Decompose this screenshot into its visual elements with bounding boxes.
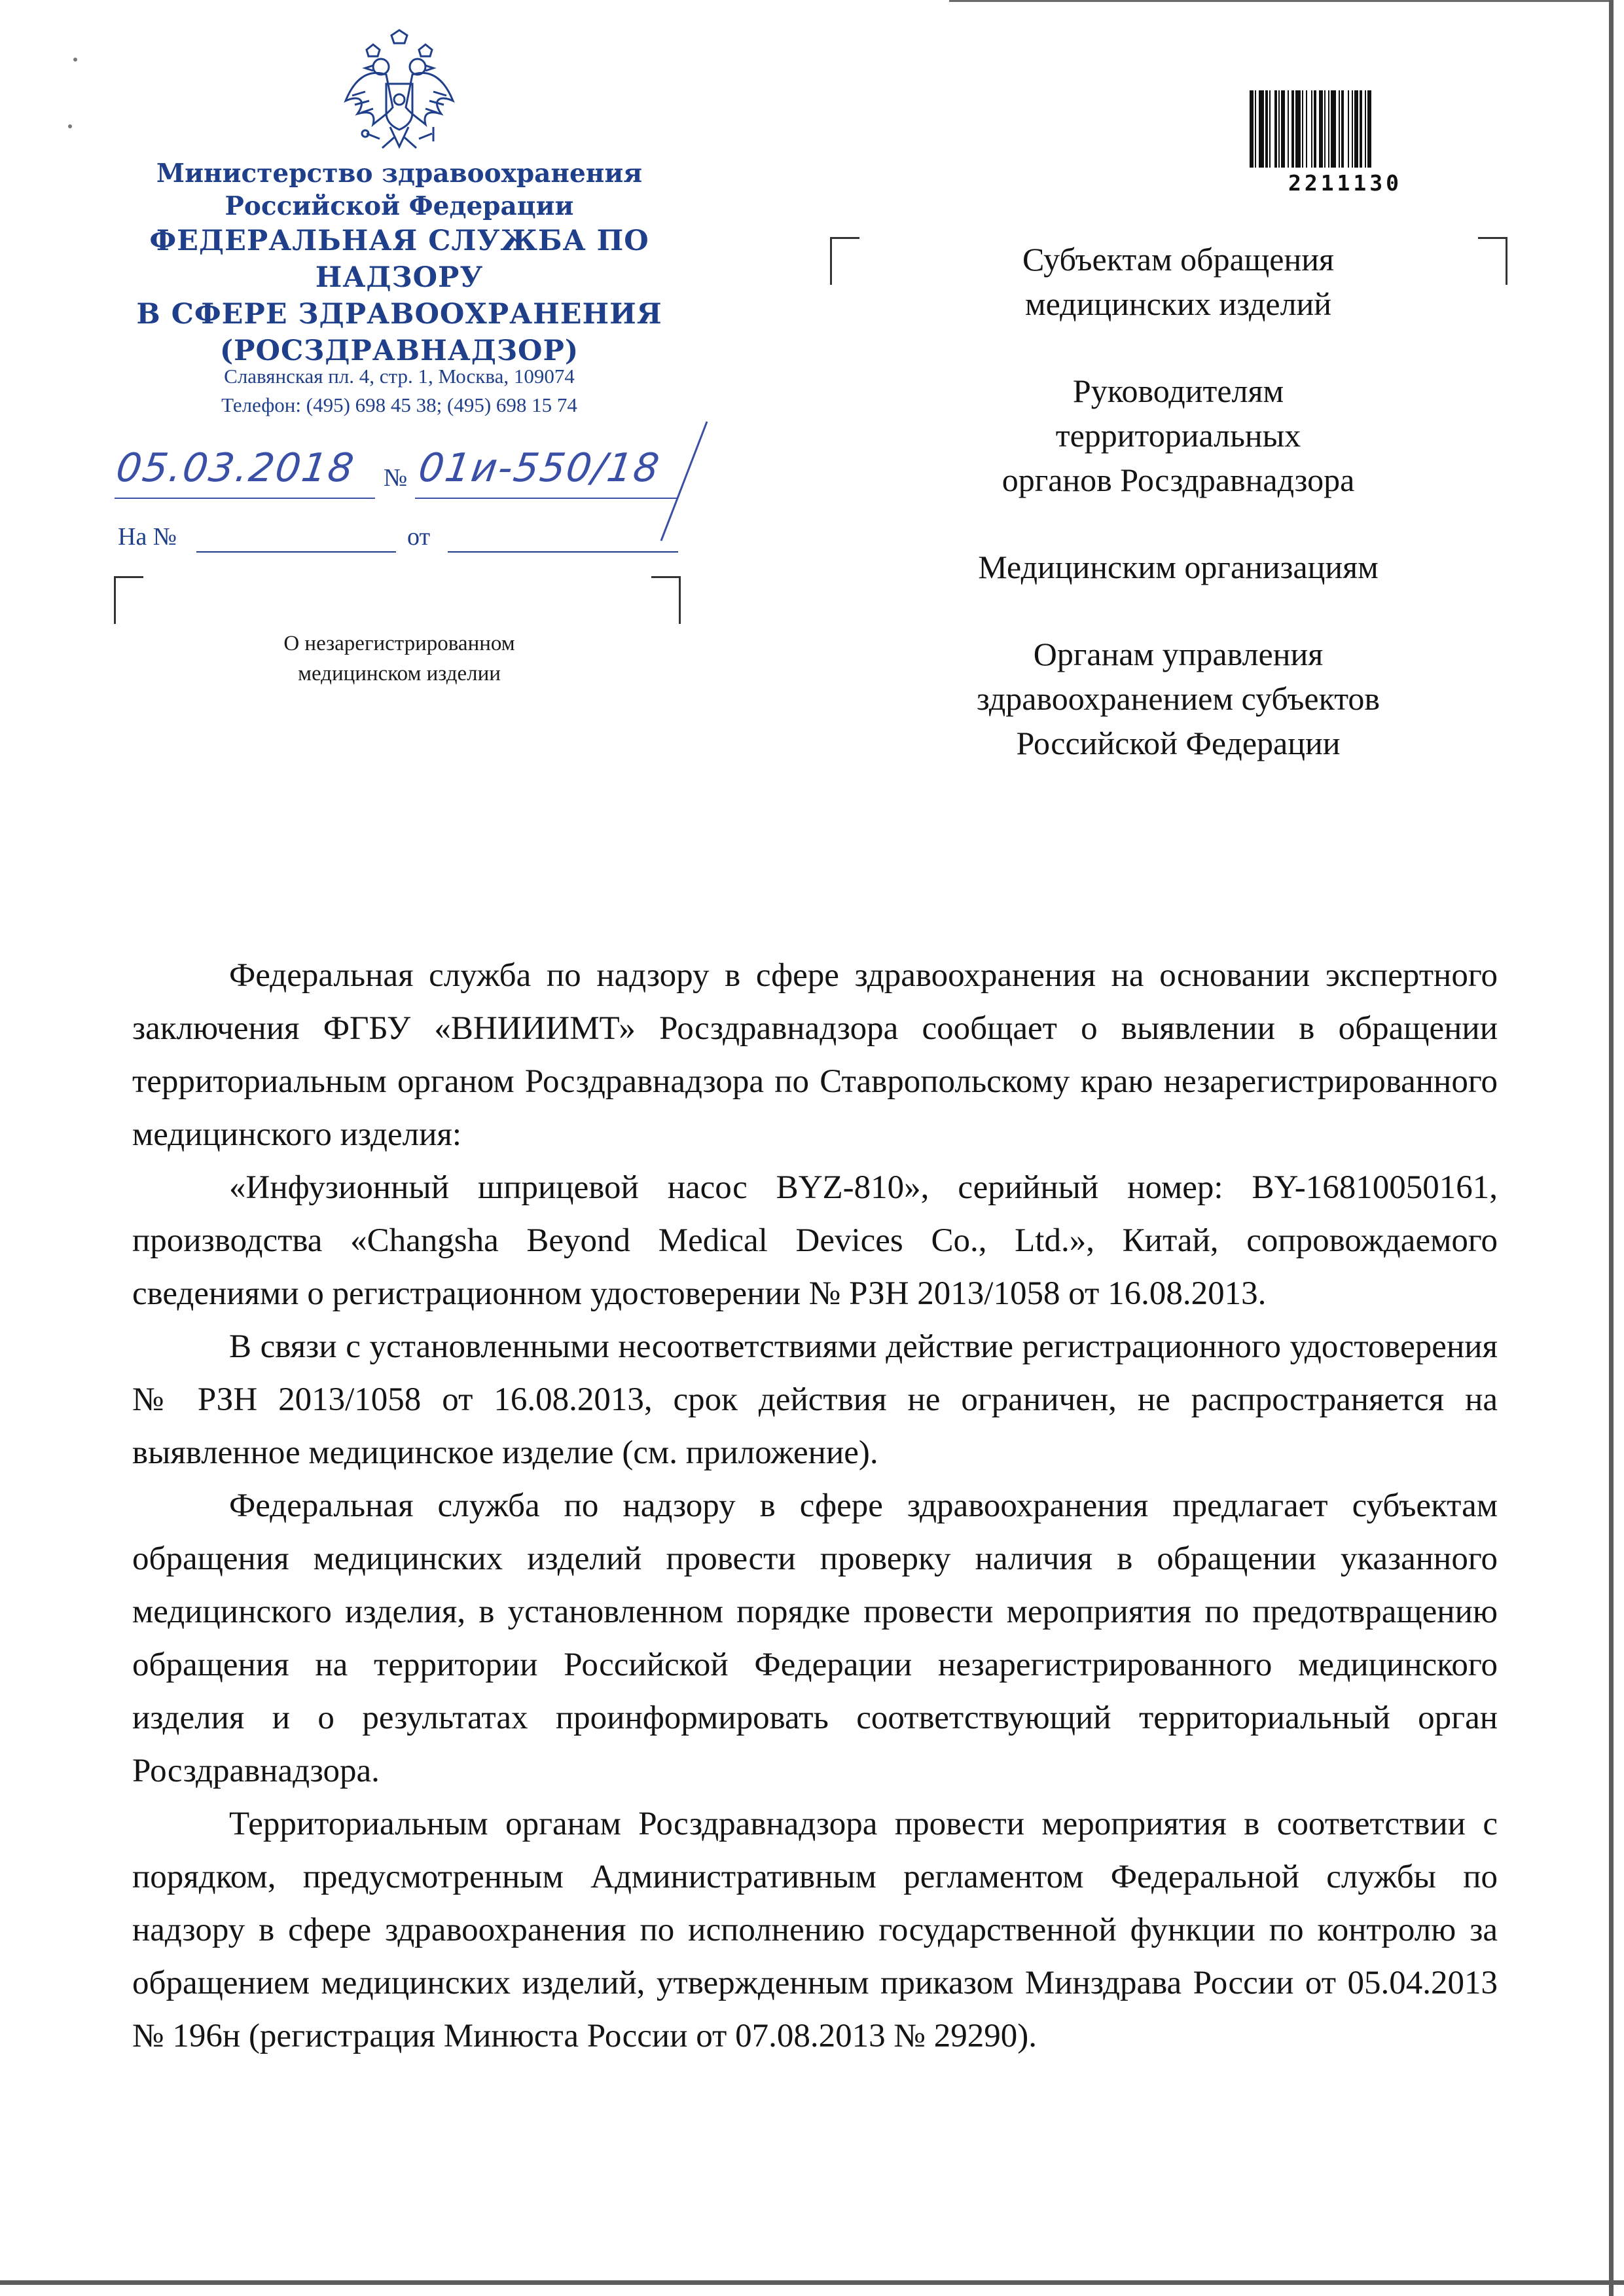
barcode-bar xyxy=(1288,90,1289,168)
subject-corner-right xyxy=(651,576,681,624)
barcode-bar xyxy=(1302,90,1303,168)
barcode-bar xyxy=(1250,90,1254,168)
barcode-bar xyxy=(1360,90,1362,168)
barcode xyxy=(1247,90,1443,179)
barcode-bar xyxy=(1352,90,1353,168)
barcode-bar xyxy=(1319,90,1323,168)
subject-line: медицинском изделии xyxy=(298,662,501,685)
body-paragraph: Федеральная служба по надзору в сфере здравоохранения предлагает субъектам обращения медицинских изделий провести проверку наличия в обращении указанного медицинского изделия, в установленном порядке провести мероприятия по предотвращению обращения на территории Российской Федерации незарегистрированного медицинского изделия и о результатах проинформировать соответствующий территориальный орган Росздравнадзора. xyxy=(132,1487,1498,1789)
body-paragraph: В связи с установленными несоответствиями действие регистрационного удостоверения № РЗН 2013/1058 от 16.08.2013, срок действия не ограничен, не распространяется на выявленное медицинское изделие (см. приложение). xyxy=(132,1328,1498,1471)
body-paragraph: Территориальным органам Росздравнадзора провести мероприятия в соответствии с порядком, предусмотренным Административным регламентом Федеральной службы по надзору в сфере здравоохранения по исполнению государственной функции по контролю за обращением медицинских изделий, утвержденным приказом Минздрава России от 05.04.2013 № 196н (регистрация Минюста России от 07.08.2013 № 29290). xyxy=(132,1806,1498,2054)
address-block xyxy=(98,362,700,420)
addressee-group xyxy=(877,545,1479,589)
reply-to-number-line xyxy=(196,551,396,553)
reply-to-number-label: На № xyxy=(118,523,177,551)
barcode-bar xyxy=(1259,90,1264,168)
barcode-bar xyxy=(1291,90,1294,168)
service-line: (РОСЗДРАВНАДЗОР) xyxy=(219,335,579,367)
addressee-line: здравоохранением субъектов xyxy=(976,680,1380,717)
addressee-block xyxy=(877,237,1479,765)
addressee-corner-right xyxy=(1478,237,1507,285)
barcode-bar xyxy=(1324,90,1326,168)
barcode-bar xyxy=(1311,90,1312,168)
scan-edge-bottom xyxy=(0,2280,1624,2285)
registration-date: 05.03.2018 xyxy=(113,445,358,491)
number-underline xyxy=(415,498,677,499)
registration-number-label: № xyxy=(384,464,408,492)
barcode-bar xyxy=(1306,90,1307,168)
barcode-bar xyxy=(1281,90,1285,168)
date-underline xyxy=(115,498,375,499)
letter-subject xyxy=(236,629,563,689)
scan-edge-top xyxy=(949,0,1610,2)
subject-corner-left xyxy=(114,576,143,624)
addressee-line: Медицинским организациям xyxy=(978,549,1379,585)
barcode-bar xyxy=(1274,90,1277,168)
scan-edge-right xyxy=(1609,0,1614,2296)
barcode-bar xyxy=(1354,90,1358,168)
service-line: В СФЕРЕ ЗДРАВООХРАНЕНИЯ xyxy=(136,298,662,331)
barcode-bar xyxy=(1339,90,1340,168)
barcode-bar xyxy=(1348,90,1349,168)
addressee-line: Субъектам обращения xyxy=(1022,241,1334,278)
addressee-group xyxy=(877,369,1479,502)
ministry-line: Министерство здравоохранения xyxy=(156,158,643,189)
addressee-group xyxy=(877,632,1479,765)
barcode-number: 2211130 xyxy=(1288,170,1403,196)
barcode-bar xyxy=(1328,90,1329,168)
barcode-bar xyxy=(1269,90,1271,168)
scan-speck xyxy=(73,58,77,62)
service-line: ФЕДЕРАЛЬНАЯ СЛУЖБА ПО НАДЗОРУ xyxy=(149,225,649,294)
barcode-bar xyxy=(1367,90,1371,168)
barcode-bar xyxy=(1341,90,1344,168)
addressee-line: Органам управления xyxy=(1033,636,1324,672)
scan-speck xyxy=(68,124,72,128)
barcode-bar xyxy=(1278,90,1280,168)
barcode-bar xyxy=(1365,90,1366,168)
addressee-line: территориальных xyxy=(1055,417,1301,454)
barcode-bar xyxy=(1255,90,1256,168)
ministry-name xyxy=(98,157,700,223)
reply-to-date-label: от xyxy=(407,523,431,551)
addressee-line: медицинских изделий xyxy=(1024,285,1332,322)
body-paragraph: «Инфузионный шприцевой насос BYZ-810», серийный номер: BY-16810050161, производства «Changsha Beyond Medical Devices Co., Ltd.», Китай, сопровождаемого сведениями о регистрационном удостоверении № РЗН 2013/1058 от 16.08.2013. xyxy=(132,1169,1498,1312)
subject-line: О незарегистрированном xyxy=(283,632,515,655)
addressee-corner-left xyxy=(830,237,859,285)
reply-to-date-line xyxy=(448,551,678,553)
ministry-line: Российской Федерации xyxy=(225,191,574,221)
russian-double-headed-eagle-icon xyxy=(340,29,458,158)
body-paragraph: Федеральная служба по надзору в сфере здравоохранения на основании экспертного заключения ФГБУ «ВНИИИМТ» Росздравнадзора сообщает о выявлении в обращении территориальным органом Росздравнадзора по Ставропольскому краю незарегистрированного медицинского изделия: xyxy=(132,957,1498,1153)
addressee-group xyxy=(877,237,1479,326)
addressee-line: Руководителям xyxy=(1072,373,1284,409)
registration-number: 01и-550/18 xyxy=(416,445,663,491)
barcode-bar xyxy=(1331,90,1336,168)
barcode-bar xyxy=(1295,90,1301,168)
service-name xyxy=(98,223,700,369)
phone-numbers: Телефон: (495) 698 45 38; (495) 698 15 74 xyxy=(221,393,577,416)
addressee-line: Российской Федерации xyxy=(1016,725,1341,761)
handwritten-stroke xyxy=(655,419,713,543)
barcode-bar xyxy=(1314,90,1316,168)
postal-address: Славянская пл. 4, стр. 1, Москва, 109074 xyxy=(224,365,575,388)
barcode-bar xyxy=(1265,90,1268,168)
addressee-line: органов Росздравнадзора xyxy=(1001,462,1355,498)
letter-body xyxy=(132,949,1498,2063)
